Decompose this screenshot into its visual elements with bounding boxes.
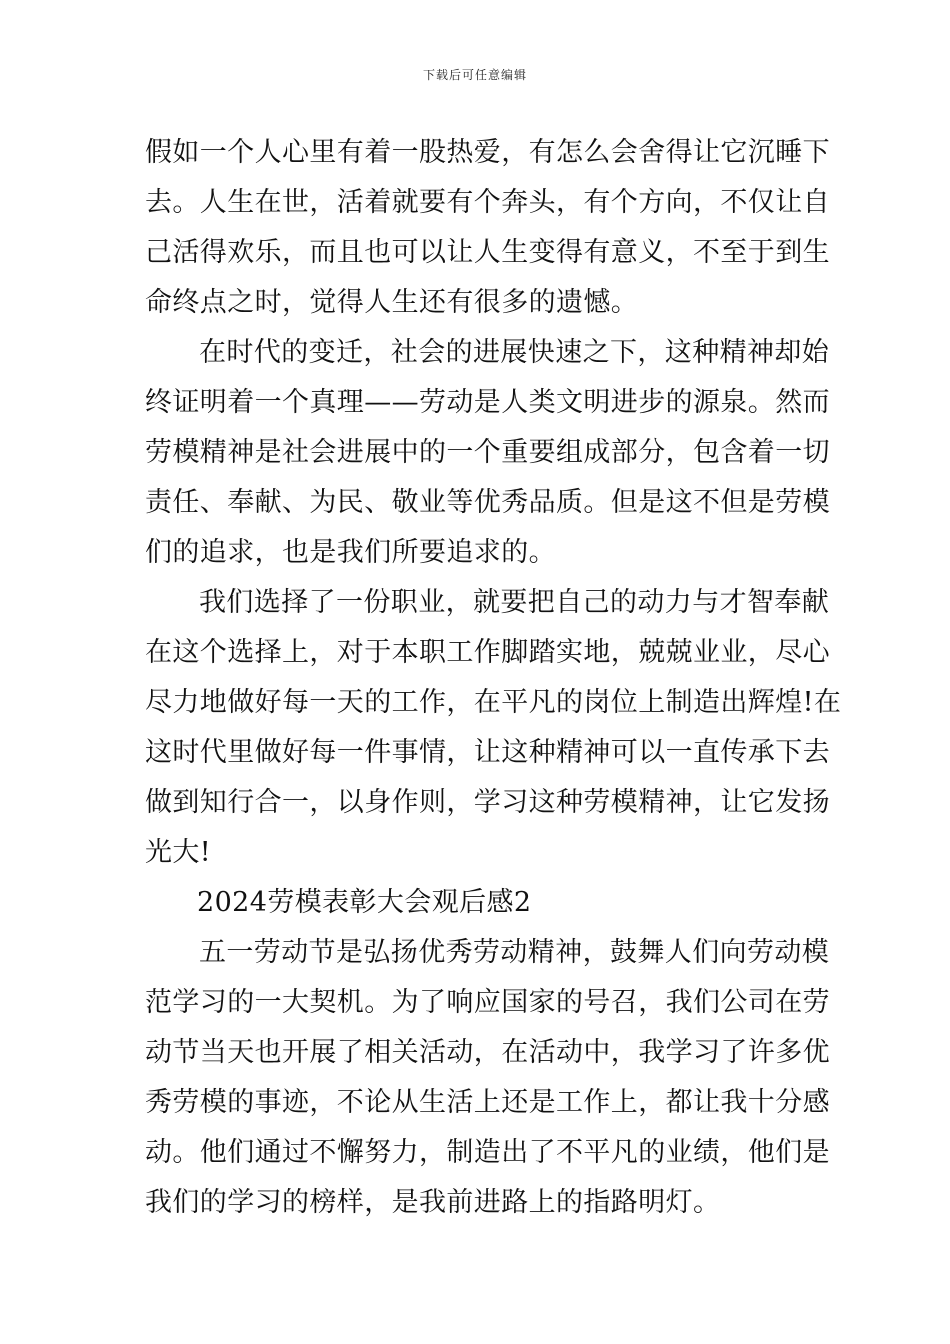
section-paragraph [145,928,830,1228]
body-text [145,128,842,1228]
paragraph-2 [145,328,830,578]
paragraph-line: 们的追求，也是我们所要追求的。 [145,537,556,568]
paragraph-line: 去。人生在世，活着就要有个奔头，有个方向，不仅让自 [145,187,830,218]
paragraph-line: 终证明着一个真理——劳动是人类文明进步的源泉。然而 [145,387,830,418]
section-heading: 2024劳模表彰大会观后感2 [197,887,532,918]
paragraph-line: 动。他们通过不懈努力，制造出了不平凡的业绩，他们是 [145,1137,830,1168]
paragraph-line: 我们的学习的榜样，是我前进路上的指路明灯。 [145,1187,721,1218]
paragraph-line: 尽力地做好每一天的工作，在平凡的岗位上制造出辉煌!在 [145,687,842,718]
paragraph-3 [145,578,842,878]
paragraph-line: 这时代里做好每一件事情，让这种精神可以一直传承下去 [145,737,830,768]
paragraph-1 [145,128,830,328]
paragraph-line: 秀劳模的事迹，不论从生活上还是工作上，都让我十分感 [145,1087,830,1118]
paragraph-line: 责任、奉献、为民、敬业等优秀品质。但是这不但是劳模 [145,487,830,518]
paragraph-line: 动节当天也开展了相关活动，在活动中，我学习了许多优 [145,1037,830,1068]
paragraph-line: 劳模精神是社会进展中的一个重要组成部分，包含着一切 [145,437,830,468]
paragraph-line: 在这个选择上，对于本职工作脚踏实地，兢兢业业，尽心 [145,637,830,668]
paragraph-line: 我们选择了一份职业，就要把自己的动力与才智奉献 [199,587,830,618]
paragraph-line: 范学习的一大契机。为了响应国家的号召，我们公司在劳 [145,987,830,1018]
paragraph-line: 做到知行合一，以身作则，学习这种劳模精神，让它发扬 [145,787,830,818]
paragraph-line: 假如一个人心里有着一股热爱，有怎么会舍得让它沉睡下 [145,137,830,168]
paragraph-line: 己活得欢乐，而且也可以让人生变得有意义，不至于到生 [145,237,830,268]
paragraph-line: 光大! [145,837,212,868]
header-note: 下载后可任意编辑 [422,68,527,82]
paragraph-line: 在时代的变迁，社会的进展快速之下，这种精神却始 [199,337,830,368]
paragraph-line: 命终点之时，觉得人生还有很多的遗憾。 [145,287,639,318]
paragraph-line: 五一劳动节是弘扬优秀劳动精神，鼓舞人们向劳动模 [199,937,830,968]
